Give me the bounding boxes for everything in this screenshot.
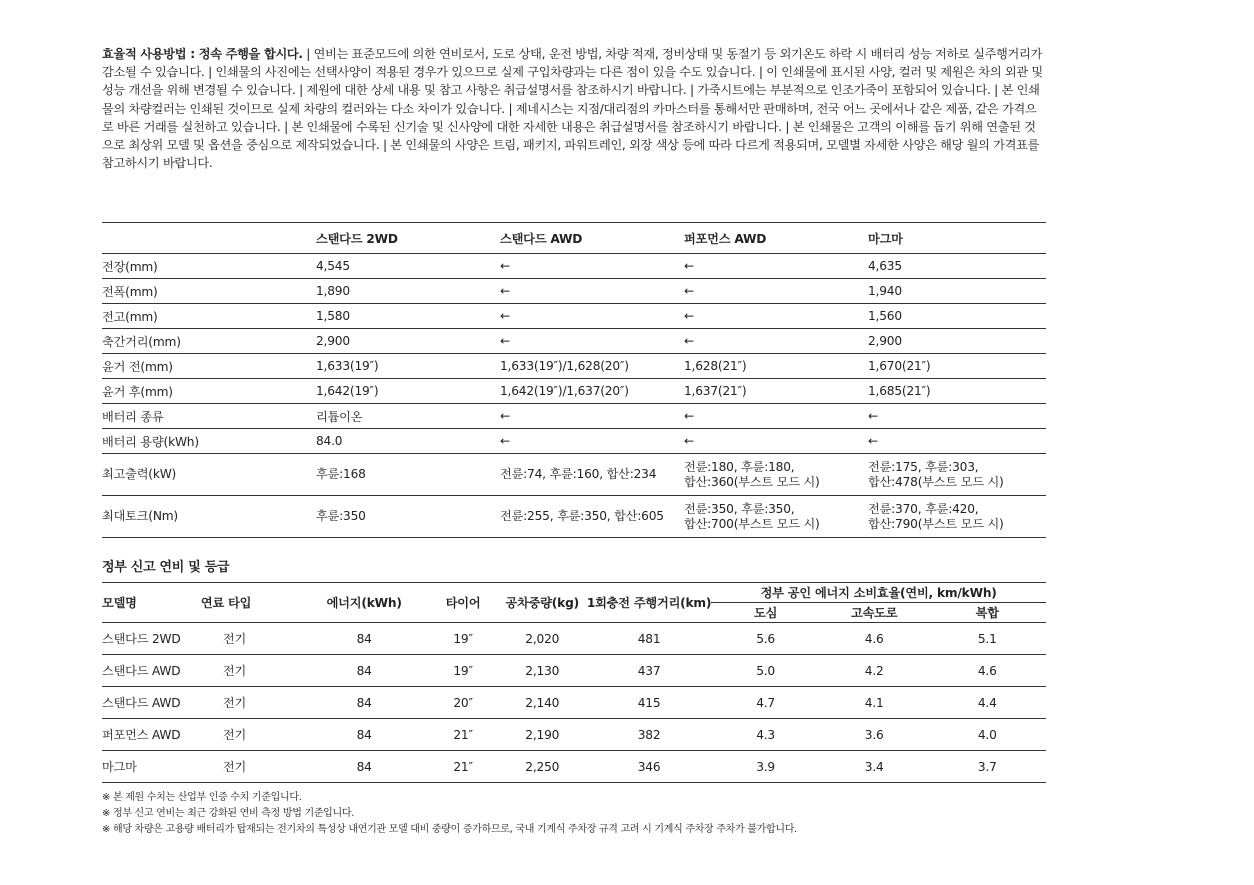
efficiency-cell: 퍼포먼스 AWD	[102, 719, 201, 751]
spec-row-label: 전폭(mm)	[102, 279, 316, 304]
efficiency-header-fuel: 연료 타입	[201, 583, 300, 623]
spec-cell: 1,580	[316, 304, 500, 329]
spec-row-label: 배터리 종류	[102, 404, 316, 429]
spec-row	[102, 304, 1046, 329]
spec-cell: ←	[500, 304, 684, 329]
spec-cell: ←	[868, 429, 1046, 454]
spec-cell: 후륜:350	[316, 496, 500, 538]
spec-header-row	[102, 223, 1046, 254]
efficiency-header-weight: 공차중량(kg)	[498, 583, 587, 623]
efficiency-cell: 전기	[201, 719, 300, 751]
spec-row-label: 윤거 전(mm)	[102, 354, 316, 379]
efficiency-cell: 4.7	[711, 687, 820, 719]
efficiency-header-group: 정부 공인 에너지 소비효율(연비, km/kWh)	[711, 583, 1046, 603]
efficiency-cell: 4.1	[820, 687, 929, 719]
spec-row	[102, 254, 1046, 279]
intro-paragraph	[102, 45, 1047, 172]
spec-row-label: 윤거 후(mm)	[102, 379, 316, 404]
spec-cell: ←	[684, 304, 868, 329]
efficiency-cell: 84	[300, 751, 429, 783]
intro-body-text: | 연비는 표준모드에 의한 연비로서, 도로 상태, 운전 방법, 차량 적재, 정비상태 및 동절기 등 외기온도 하락 시 배터리 성능 저하로 실주행거리가 감소될 수 있습니다. | 인쇄물의 사진에는 선택사양이 적용된 경우가 있으므로 실제 구입차량과는 다른 점이 있을 수도 있습니다. | 이 인쇄물에 표시된 사양, 컬러 및 제원은 차의 외관 및 성능 개선을 위해 변경될 수 있습니다. | 제원에 대한 상세 내용 및 참고 사항은 취급설명서를 참조하시기 바랍니다. | 가죽시트에는 부분적으로 인조가죽이 포함되어 있습니다. | 본 인쇄물의 차량컬러는 인쇄된 것이므로 실제 차량의 컬러와는 다소 차이가 있습니다. | 제네시스는 지점/대리점의 카마스터를 통해서만 판매하며, 전국 어느 곳에서나 같은 제품, 같은 가격으로 바른 거래를 실천하고 있습니다. | 본 인쇄물에 수록된 신기술 및 신사양에 대한 자세한 내용은 취급설명서를 참조하시기 바랍니다. | 본 인쇄물은 고객의 이해를 돕기 위해 연출된 것으로 최상위 모델 및 옵션을 중심으로 제작되었습니다. | 본 인쇄물의 사양은 트림, 패키지, 파워트레인, 외장 색상 등에 따라 다르게 적용되며, 모델별 자세한 사양은 해당 월의 가격표를 참고하시기 바랍니다.	[102, 47, 1043, 171]
spec-cell: 후륜:168	[316, 454, 500, 496]
efficiency-cell: 4.6	[928, 655, 1046, 687]
spec-cell: 전륜:180, 후륜:180, 합산:360(부스트 모드 시)	[684, 454, 868, 496]
efficiency-cell: 5.1	[928, 623, 1046, 655]
spec-row	[102, 496, 1046, 538]
spec-header-standard-awd: 스탠다드 AWD	[500, 223, 684, 254]
efficiency-header-row	[102, 583, 1046, 603]
spec-row-label: 배터리 용량(kWh)	[102, 429, 316, 454]
efficiency-table	[102, 582, 1046, 783]
footnote: ※ 정부 신고 연비는 최근 강화된 연비 측정 방법 기준입니다.	[102, 808, 355, 819]
efficiency-cell: 스탠다드 AWD	[102, 687, 201, 719]
efficiency-header-combined: 복합	[928, 603, 1046, 623]
spec-cell: 4,545	[316, 254, 500, 279]
spec-row-label: 전고(mm)	[102, 304, 316, 329]
efficiency-cell: 21″	[428, 719, 497, 751]
efficiency-cell: 5.6	[711, 623, 820, 655]
spec-cell: 리튬이온	[316, 404, 500, 429]
spec-cell: ←	[500, 279, 684, 304]
spec-cell: ←	[500, 254, 684, 279]
spec-cell: ←	[684, 404, 868, 429]
spec-row	[102, 354, 1046, 379]
efficiency-row	[102, 719, 1046, 751]
spec-table	[102, 222, 1046, 538]
spec-cell: 2,900	[868, 329, 1046, 354]
efficiency-header-highway: 고속도로	[820, 603, 929, 623]
spec-row	[102, 454, 1046, 496]
efficiency-cell: 4.3	[711, 719, 820, 751]
spec-cell: 1,890	[316, 279, 500, 304]
efficiency-cell: 마그마	[102, 751, 201, 783]
efficiency-cell: 19″	[428, 623, 497, 655]
efficiency-cell: 3.9	[711, 751, 820, 783]
efficiency-cell: 84	[300, 687, 429, 719]
spec-cell: 전륜:175, 후륜:303, 합산:478(부스트 모드 시)	[868, 454, 1046, 496]
efficiency-cell: 21″	[428, 751, 497, 783]
spec-row-label: 최고출력(kW)	[102, 454, 316, 496]
spec-row	[102, 404, 1046, 429]
efficiency-cell: 415	[587, 687, 711, 719]
efficiency-title: 정부 신고 연비 및 등급	[102, 560, 230, 575]
spec-cell: 1,685(21″)	[868, 379, 1046, 404]
spec-row-label: 축간거리(mm)	[102, 329, 316, 354]
efficiency-cell: 3.4	[820, 751, 929, 783]
spec-cell: 1,940	[868, 279, 1046, 304]
efficiency-header-range: 1회충전 주행거리(km)	[587, 583, 711, 623]
spec-cell: ←	[684, 429, 868, 454]
spec-row-label: 최대토크(Nm)	[102, 496, 316, 538]
efficiency-cell: 2,130	[498, 655, 587, 687]
efficiency-cell: 4.2	[820, 655, 929, 687]
spec-row	[102, 329, 1046, 354]
footnotes	[102, 790, 797, 838]
efficiency-cell: 481	[587, 623, 711, 655]
efficiency-header-city: 도심	[711, 603, 820, 623]
spec-cell: 전륜:255, 후륜:350, 합산:605	[500, 496, 684, 538]
efficiency-header-model: 모델명	[102, 583, 201, 623]
efficiency-cell: 382	[587, 719, 711, 751]
efficiency-cell: 20″	[428, 687, 497, 719]
efficiency-cell: 4.4	[928, 687, 1046, 719]
efficiency-cell: 84	[300, 655, 429, 687]
footnote: ※ 해당 차량은 고용량 배터리가 탑재되는 전기차의 특성상 내연기관 모델 대비 중량이 증가하므로, 국내 기계식 주차장 규격 고려 시 기계식 주차장 주차가 불가합니다.	[102, 824, 797, 835]
spec-cell: 전륜:74, 후륜:160, 합산:234	[500, 454, 684, 496]
efficiency-cell: 3.7	[928, 751, 1046, 783]
spec-header-standard-2wd: 스탠다드 2WD	[316, 223, 500, 254]
spec-row-label: 전장(mm)	[102, 254, 316, 279]
efficiency-row	[102, 687, 1046, 719]
spec-cell: 84.0	[316, 429, 500, 454]
spec-cell: ←	[684, 279, 868, 304]
efficiency-cell: 2,190	[498, 719, 587, 751]
efficiency-cell: 437	[587, 655, 711, 687]
efficiency-cell: 전기	[201, 623, 300, 655]
footnote: ※ 본 제원 수치는 산업부 인증 수치 기준입니다.	[102, 792, 302, 803]
efficiency-header-tire: 타이어	[428, 583, 497, 623]
spec-cell: 1,642(19″)	[316, 379, 500, 404]
efficiency-cell: 전기	[201, 687, 300, 719]
efficiency-cell: 스탠다드 2WD	[102, 623, 201, 655]
spec-cell: ←	[500, 404, 684, 429]
spec-cell: 전륜:350, 후륜:350, 합산:700(부스트 모드 시)	[684, 496, 868, 538]
spec-cell: 1,560	[868, 304, 1046, 329]
spec-header-label	[102, 223, 316, 254]
spec-cell: 전륜:370, 후륜:420, 합산:790(부스트 모드 시)	[868, 496, 1046, 538]
efficiency-cell: 2,020	[498, 623, 587, 655]
efficiency-cell: 전기	[201, 751, 300, 783]
efficiency-row	[102, 751, 1046, 783]
efficiency-cell: 4.6	[820, 623, 929, 655]
spec-header-performance-awd: 퍼포먼스 AWD	[684, 223, 868, 254]
efficiency-cell: 346	[587, 751, 711, 783]
spec-header-magma: 마그마	[868, 223, 1046, 254]
spec-cell: 1,637(21″)	[684, 379, 868, 404]
spec-cell: ←	[500, 329, 684, 354]
spec-cell: 1,642(19″)/1,637(20″)	[500, 379, 684, 404]
intro-bold-lead: 효율적 사용방법 : 정속 주행을 합시다.	[102, 47, 303, 61]
spec-cell: ←	[500, 429, 684, 454]
spec-cell: 1,670(21″)	[868, 354, 1046, 379]
efficiency-cell: 19″	[428, 655, 497, 687]
spec-cell: ←	[684, 329, 868, 354]
spec-cell: 4,635	[868, 254, 1046, 279]
efficiency-cell: 2,140	[498, 687, 587, 719]
spec-cell: 2,900	[316, 329, 500, 354]
spec-cell: 1,633(19″)	[316, 354, 500, 379]
spec-cell: 1,628(21″)	[684, 354, 868, 379]
efficiency-cell: 스탠다드 AWD	[102, 655, 201, 687]
efficiency-cell: 5.0	[711, 655, 820, 687]
spec-row	[102, 279, 1046, 304]
spec-row	[102, 429, 1046, 454]
spec-row	[102, 379, 1046, 404]
efficiency-cell: 84	[300, 623, 429, 655]
efficiency-cell: 3.6	[820, 719, 929, 751]
efficiency-cell: 4.0	[928, 719, 1046, 751]
efficiency-cell: 전기	[201, 655, 300, 687]
efficiency-row	[102, 623, 1046, 655]
spec-cell: ←	[684, 254, 868, 279]
spec-cell: 1,633(19″)/1,628(20″)	[500, 354, 684, 379]
efficiency-cell: 84	[300, 719, 429, 751]
spec-cell: ←	[868, 404, 1046, 429]
efficiency-cell: 2,250	[498, 751, 587, 783]
efficiency-header-energy: 에너지(kWh)	[300, 583, 429, 623]
efficiency-row	[102, 655, 1046, 687]
